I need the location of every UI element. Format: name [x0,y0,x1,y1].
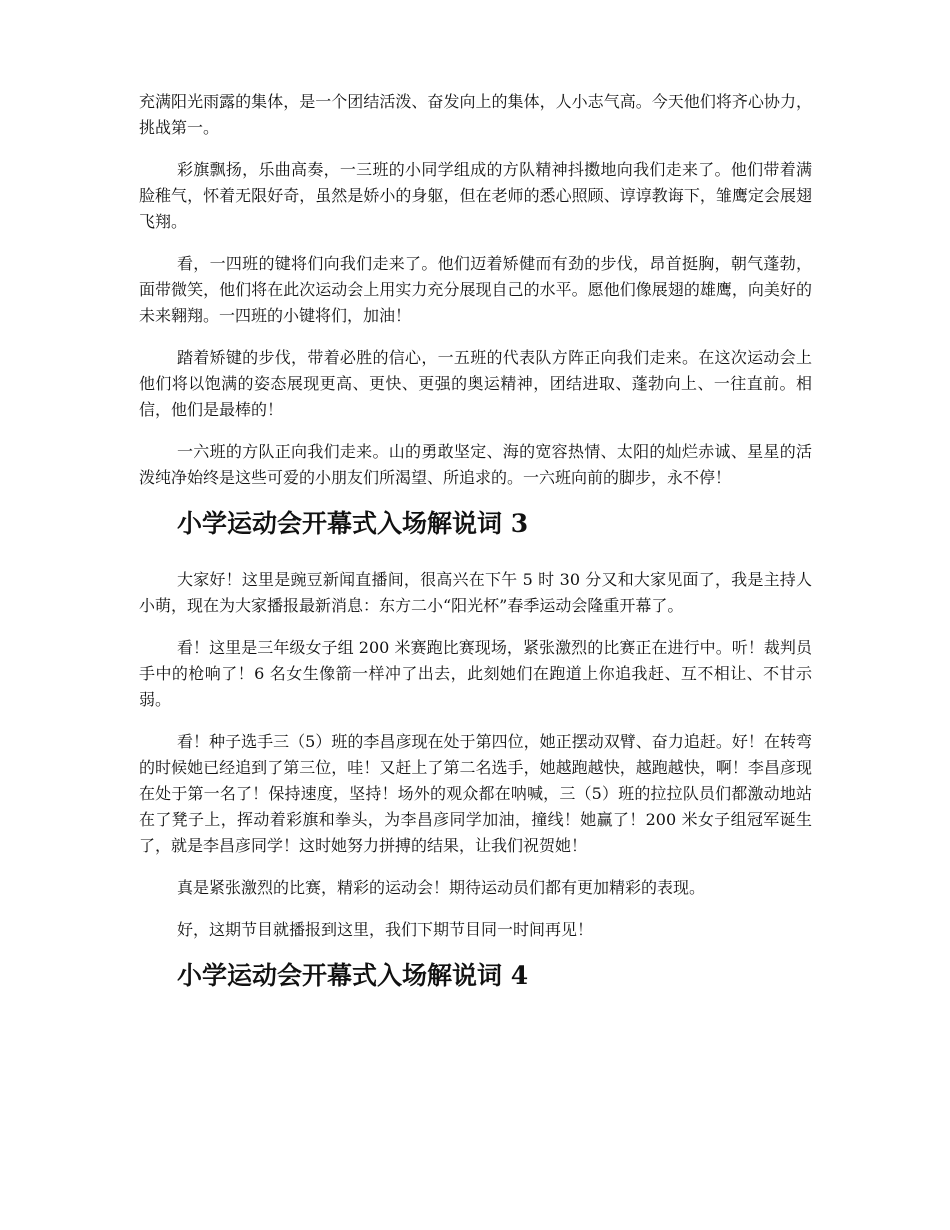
paragraph: 看！这里是三年级女子组 200 米赛跑比赛现场，紧张激烈的比赛正在进行中。听！裁判员手中的枪响了！6 名女生像箭一样冲了出去，此刻她们在跑道上你追我赶、互不相让、不甘示弱。 [139,638,812,709]
paragraph: 看！种子选手三（5）班的李昌彦现在处于第四位，她正摆动双臂、奋力追赶。好！在转弯的时候她已经追到了第三位，哇！又赶上了第二名选手，她越跑越快，越跑越快，啊！李昌彦现在处于第一名了！保持速度，坚持！场外的观众都在呐喊，三（5）班的拉拉队员们都激动地站在了凳子上，挥动着彩旗和拳头，为李昌彦同学加油，撞线！她赢了！200 米女子组冠军诞生了，就是李昌彦同学！这时她努力拼搏的结果，让我们祝贺她！ [139,732,812,855]
paragraph: 踏着矫键的步伐，带着必胜的信心，一五班的代表队方阵正向我们走来。在这次运动会上他们将以饱满的姿态展现更高、更快、更强的奥运精神，团结进取、蓬勃向上、一往直前。相信，他们是最棒的！ [139,348,812,419]
section-heading-4: 小学运动会开幕式入场解说词 4 [177,961,529,990]
section-heading-3: 小学运动会开幕式入场解说词 3 [177,509,529,538]
paragraph: 彩旗飘扬，乐曲高奏，一三班的小同学组成的方队精神抖擞地向我们走来了。他们带着满脸稚气，怀着无限好奇，虽然是娇小的身躯，但在老师的悉心照顾、谆谆教诲下，雏鹰定会展翅飞翔。 [139,160,812,231]
paragraph-continuation: 充满阳光雨露的集体，是一个团结活泼、奋发向上的集体，人小志气高。今天他们将齐心协力，挑战第一。 [139,92,812,137]
paragraph: 好，这期节目就播报到这里，我们下期节目同一时间再见！ [177,920,594,939]
paragraph: 看，一四班的键将们向我们走来了。他们迈着矫健而有劲的步伐，昂首挺胸，朝气蓬勃，面带微笑，他们将在此次运动会上用实力充分展现自己的水平。愿他们像展翅的雄鹰，向美好的未来翱翔。一四班的小键将们，加油！ [139,254,812,325]
paragraph: 一六班的方队正向我们走来。山的勇敢坚定、海的宽容热情、太阳的灿烂赤诚、星星的活泼纯净始终是这些可爱的小朋友们所渴望、所追求的。一六班向前的脚步，永不停！ [139,442,812,487]
paragraph: 真是紧张激烈的比赛，精彩的运动会！期待运动员们都有更加精彩的表现。 [177,878,706,897]
paragraph: 大家好！这里是豌豆新闻直播间，很高兴在下午 5 时 30 分又和大家见面了，我是主持人小萌，现在为大家播报最新消息：东方二小“阳光杯”春季运动会隆重开幕了。 [139,570,812,615]
